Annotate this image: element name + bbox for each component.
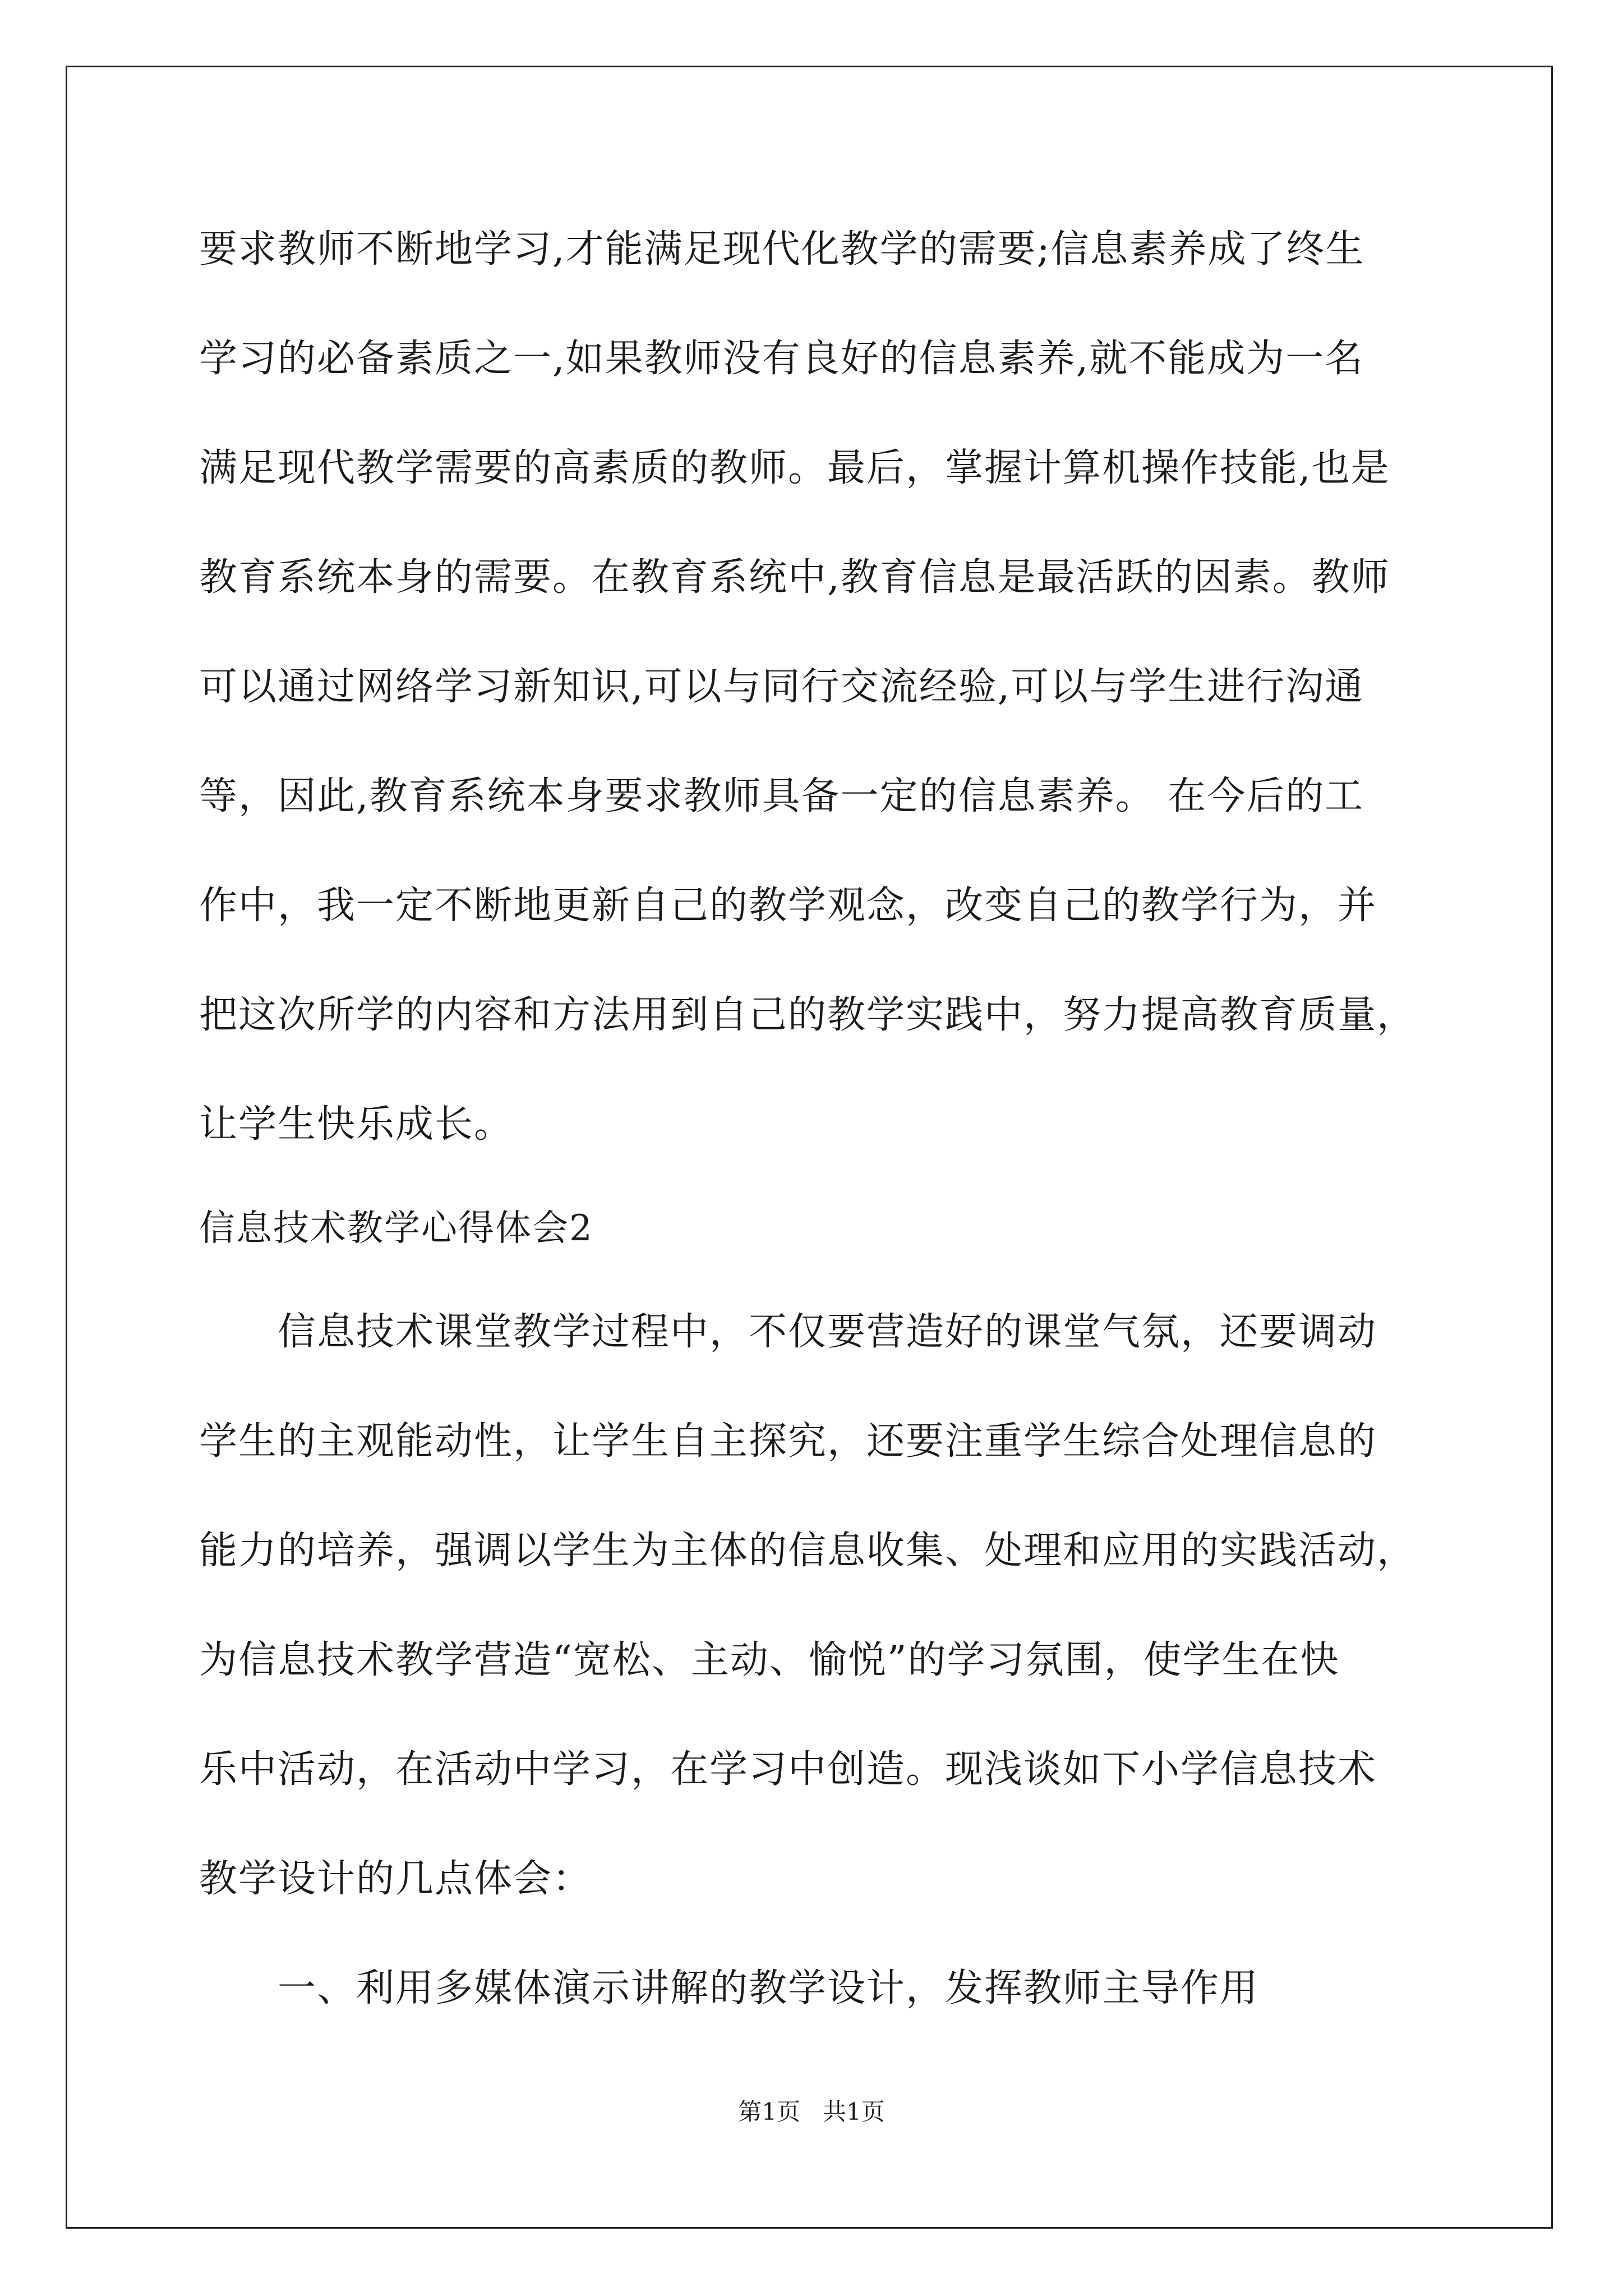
body-text-line: 可以通过网络学习新知识,可以与同行交流经验,可以与学生进行沟通 [199,665,1364,709]
paragraph-first-line: 信息技术课堂教学过程中，不仅要营造好的课堂气氛，还要调动 [278,1310,1377,1354]
page-border [66,66,1553,2229]
body-text-line: 等，因此,教育系统本身要求教师具备一定的信息素养。 在今后的工 [199,774,1364,818]
body-text-line: 学习的必备素质之一,如果教师没有良好的信息素养,就不能成为一名 [199,337,1364,381]
body-text-line: 让学生快乐成长。 [199,1102,514,1147]
section-heading: 信息技术教学心得体会2 [199,1208,593,1249]
body-text-line: 为信息技术教学营造“宽松、主动、愉悦”的学习氛围，使学生在快 [199,1638,1340,1682]
body-text-line: 把这次所学的内容和方法用到自己的教学实践中，努力提高教育质量， [199,993,1417,1037]
body-text-line: 学生的主观能动性，让学生自主探究，还要注重学生综合处理信息的 [199,1419,1377,1464]
body-text-line: 满足现代教学需要的高素质的教师。最后，掌握计算机操作技能,也是 [199,446,1390,490]
subheading-line: 一、利用多媒体演示讲解的教学设计，发挥教师主导作用 [278,1966,1260,2010]
page-footer: 第1页 共1页 [738,2098,885,2125]
body-text-line: 教学设计的几点体会： [199,1857,592,1901]
body-text-line: 教育系统本身的需要。在教育系统中,教育信息是最活跃的因素。教师 [199,555,1390,600]
body-text-line: 作中，我一定不断地更新自己的教学观念，改变自己的教学行为，并 [199,884,1377,928]
body-text-line: 乐中活动，在活动中学习，在学习中创造。现浅谈如下小学信息技术 [199,1747,1377,1792]
body-text-line: 要求教师不断地学习,才能满足现代化教学的需要;信息素养成了终生 [199,227,1365,272]
body-text-line: 能力的培养，强调以学生为主体的信息收集、处理和应用的实践活动， [199,1529,1417,1573]
